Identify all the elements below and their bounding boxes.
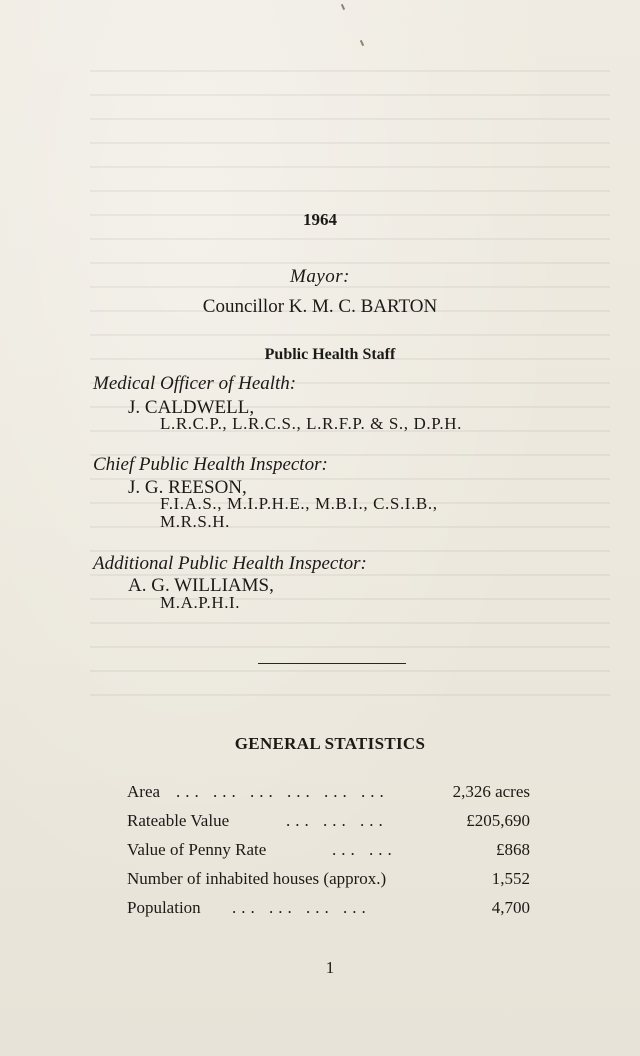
statistics-row-leader-dots: ... ... ... ... ... ... bbox=[176, 782, 389, 801]
statistics-row-label: Rateable Value bbox=[127, 811, 230, 830]
statistics-row-label: Number of inhabited houses (approx.) bbox=[127, 869, 387, 888]
staff-role-chief-inspector: Chief Public Health Inspector: bbox=[93, 454, 328, 475]
statistics-row-leader-dots: ... ... ... bbox=[286, 811, 388, 830]
statistics-row-label: Area bbox=[127, 782, 161, 801]
staff-name-reeson: J. G. REESON, bbox=[128, 477, 247, 498]
mayor-label: Mayor: bbox=[290, 266, 350, 287]
page-number: 1 bbox=[325, 958, 335, 977]
statistics-row-leader-dots: ... ... ... ... bbox=[232, 898, 371, 917]
section-divider bbox=[258, 663, 406, 664]
report-year: 1964 bbox=[303, 210, 337, 229]
paper-speck bbox=[341, 4, 345, 10]
statistics-heading: GENERAL STATISTICS bbox=[234, 734, 426, 753]
statistics-row-value: £205,690 bbox=[466, 811, 530, 830]
staff-role-additional-inspector: Additional Public Health Inspector: bbox=[93, 553, 367, 574]
staff-qualifications: L.R.C.P., L.R.C.S., L.R.F.P. & S., D.P.H. bbox=[160, 414, 462, 433]
staff-qualifications: F.I.A.S., M.I.P.H.E., M.B.I., C.S.I.B., bbox=[160, 494, 438, 513]
paper-speck bbox=[360, 40, 364, 46]
staff-name-williams: A. G. WILLIAMS, bbox=[128, 575, 274, 596]
statistics-row-label: Value of Penny Rate bbox=[127, 840, 267, 859]
statistics-row-leader-dots: ... ... bbox=[332, 840, 397, 859]
statistics-row-value: 4,700 bbox=[491, 898, 530, 917]
staff-role-medical-officer: Medical Officer of Health: bbox=[93, 373, 297, 394]
mayor-name: Councillor K. M. C. BARTON bbox=[202, 296, 438, 317]
statistics-row-value: £868 bbox=[496, 840, 530, 859]
staff-qualifications: M.A.P.H.I. bbox=[160, 593, 241, 612]
staff-heading: Public Health Staff bbox=[264, 346, 396, 363]
statistics-row-label: Population bbox=[127, 898, 201, 917]
statistics-row-value: 2,326 acres bbox=[452, 782, 530, 801]
staff-qualifications: M.R.S.H. bbox=[160, 512, 230, 531]
staff-name-caldwell: J. CALDWELL, bbox=[128, 397, 255, 418]
statistics-row-value: 1,552 bbox=[491, 869, 530, 888]
